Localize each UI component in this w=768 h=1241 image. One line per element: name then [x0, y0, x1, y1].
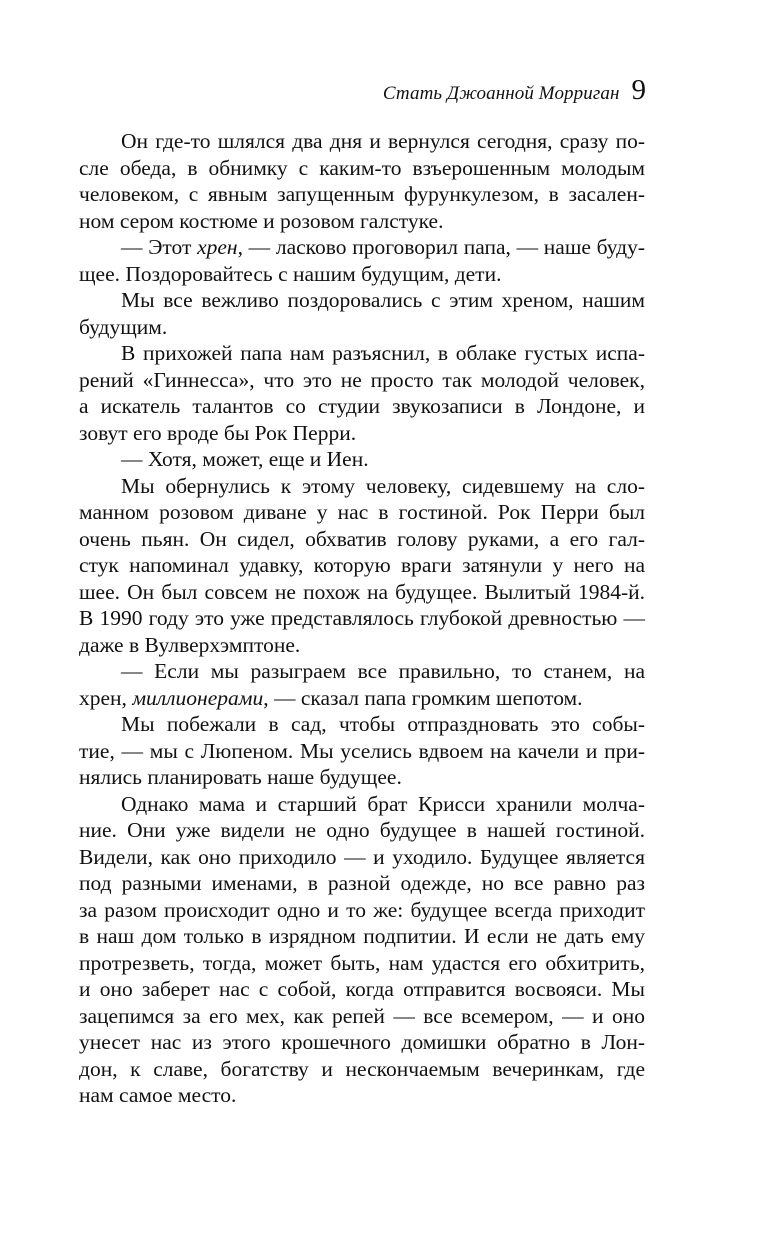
text-line: будущим. [79, 314, 168, 339]
paragraph [79, 340, 645, 446]
text-line: в наш дом только в изрядном подпитии. И если не дать ему [79, 924, 645, 948]
text-line: под разными именами, в разной одежде, но все равно раз [79, 871, 645, 895]
text-line: дон, к славе, богатству и нескончаемым вечеринкам, где [79, 1056, 645, 1081]
text-line: очень пьян. Он сидел, обхватив голову руками, а его гал- [79, 526, 645, 551]
text-line: манном розовом диване у нас в гостиной. Рок Перри был [79, 500, 645, 524]
text-line: а искатель талантов со студии звукозаписи в Лондоне, и [79, 394, 645, 418]
paragraph [79, 473, 645, 659]
text-line: рений «Гиннесса», что это не просто так молодой человек, [79, 367, 645, 392]
paragraph [79, 711, 645, 791]
text-line: Мы обернулись к этому человеку, сидевшему на сло- [121, 473, 645, 498]
text-line [79, 234, 645, 261]
text-line: Мы побежали в сад, чтобы отпраздновать это собы- [121, 712, 645, 736]
text-segment: , — ласково проговорил папа, — наше буду- [237, 235, 646, 259]
text-line: ном сером костюме и розовом галстуке. [79, 208, 444, 233]
text-line: шее. Он был совсем не похож на будущее. Вылитый 1984-й. [79, 579, 645, 604]
text-line: зацепимся за его мех, как репей — все всемером, — и оно [79, 1003, 645, 1028]
text-line: нам самое место. [79, 1083, 237, 1107]
paragraph [79, 234, 645, 287]
text-line: Он где-то шлялся два дня и вернулся сегодня, сразу по- [121, 129, 645, 153]
text-line: зовут его вроде бы Рок Перри. [79, 420, 357, 445]
page-number: 9 [631, 74, 646, 106]
text-line: В прихожей папа нам разъяснил, в облаке густых испа- [121, 341, 645, 365]
text-line: В 1990 году это уже представлялось глубокой древностью — [79, 606, 645, 630]
italic-word: хрен [197, 235, 238, 259]
text-line: — Если мы разыграем все правильно, то станем, на [121, 659, 645, 683]
text-line: тие, — мы с Люпеном. Мы уселись вдвоем на качели и при- [79, 738, 645, 763]
paragraph [79, 128, 645, 234]
text-segment: — Этот [121, 235, 198, 259]
text-line: стук напоминал удавку, которую враги затянули у него на [79, 553, 645, 577]
text-segment: , — сказал папа громким шепотом. [263, 685, 583, 710]
text-line: Однако мама и старший брат Крисси хранили молча- [121, 791, 645, 816]
text-line: сле обеда, в обнимку с каким-то взъерошенным молодым [79, 155, 645, 180]
text-segment: хрен, [79, 685, 133, 710]
text-line [79, 685, 645, 712]
text-line: щее. Поздоровайтесь с нашим будущим, дети. [79, 261, 502, 286]
text-line: ние. Они уже видели не одно будущее в нашей гостиной. [79, 818, 645, 842]
paragraph [79, 658, 645, 711]
text-line: нялись планировать наше будущее. [79, 765, 402, 789]
text-line: человеком, с явным запущенным фурункулезом, в засален- [79, 182, 645, 206]
text-line: — Хотя, может, еще и Иен. [121, 447, 369, 471]
text-line: унесет нас из этого крошечного домишки обратно в Лон- [79, 1030, 645, 1054]
paragraph [79, 446, 645, 473]
body-text [79, 128, 645, 1109]
paragraph [79, 791, 645, 1109]
text-line: и оно заберет нас с собой, когда отправится восвояси. Мы [79, 977, 645, 1001]
running-header [383, 76, 646, 105]
italic-word: миллионерами [132, 685, 264, 710]
text-line: за разом происходит одно и то же: будущее всегда приходит [79, 897, 645, 922]
text-line: даже в Вулверхэмптоне. [79, 632, 301, 657]
paragraph [79, 287, 645, 340]
text-line: Мы все вежливо поздоровались с этим хреном, нашим [121, 288, 645, 312]
text-line: протрезветь, тогда, может быть, нам удастся его обхитрить, [79, 950, 645, 975]
text-line: Видели, как оно приходило — и уходило. Будущее является [79, 844, 645, 869]
running-title: Стать Джоанной Морриган [382, 83, 620, 104]
